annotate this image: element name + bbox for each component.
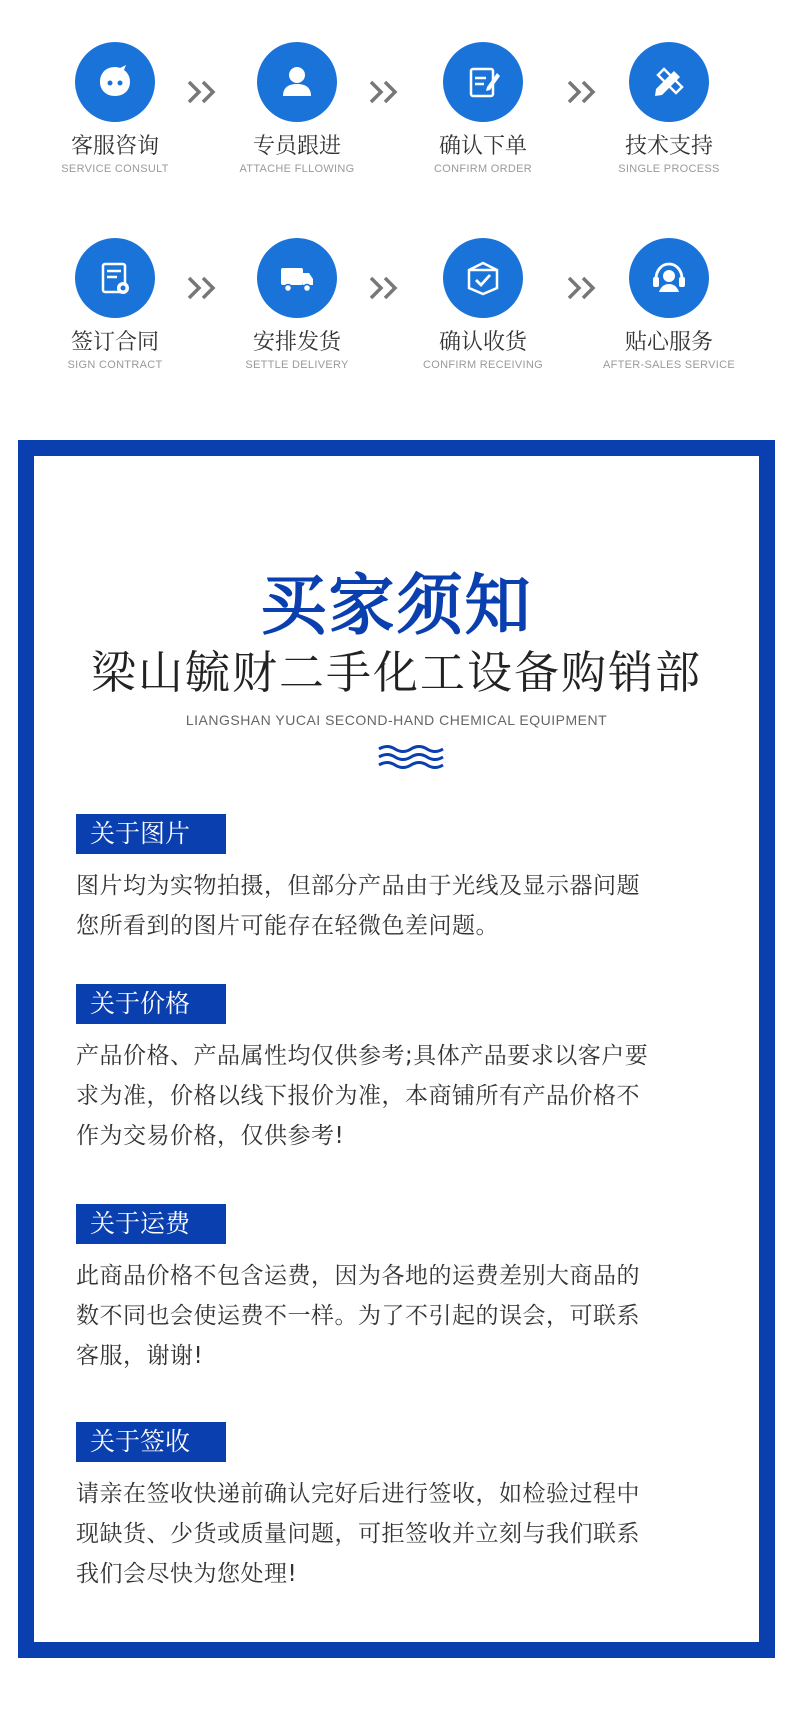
section-label: 关于签收 bbox=[76, 1422, 226, 1462]
company-name: 梁山毓财二手化工设备购销部 bbox=[90, 646, 702, 699]
step-confirm-order bbox=[383, 42, 583, 176]
step-subtitle: AFTER-SALES SERVICE bbox=[602, 359, 736, 371]
process-steps bbox=[0, 0, 790, 410]
body-line: 作为交易价格，仅供参考! bbox=[76, 1123, 345, 1149]
buyer-notice-panel bbox=[18, 440, 775, 1658]
step-title: 专员跟进 bbox=[252, 134, 341, 159]
body-line: 现缺货、少货或质量问题，可拒签收并立刻与我们联系 bbox=[76, 1521, 640, 1547]
notice-title: 买家须知 bbox=[260, 567, 533, 644]
section-body bbox=[76, 866, 736, 946]
section-body bbox=[76, 1256, 736, 1376]
step-subtitle: CONFIRM RECEIVING bbox=[423, 359, 543, 371]
section-label: 关于价格 bbox=[76, 984, 226, 1024]
section-body bbox=[76, 1036, 736, 1156]
body-line: 客服，谢谢! bbox=[76, 1343, 204, 1369]
step-confirm-receiving bbox=[383, 238, 583, 372]
wave-divider-icon bbox=[377, 742, 447, 772]
truck-icon bbox=[257, 238, 337, 318]
section-about-price bbox=[76, 984, 736, 1156]
section-about-signing bbox=[76, 1422, 736, 1594]
body-line: 产品价格、产品属性均仅供参考;具体产品要求以客户要 bbox=[76, 1043, 649, 1069]
step-title: 贴心服务 bbox=[624, 330, 713, 355]
box-check-icon bbox=[443, 238, 523, 318]
step-title: 客服咨询 bbox=[70, 134, 159, 159]
body-line: 请亲在签收快递前确认完好后进行签收，如检验过程中 bbox=[76, 1481, 640, 1507]
section-about-shipping bbox=[76, 1204, 736, 1376]
edit-document-icon bbox=[443, 42, 523, 122]
body-line: 求为准，价格以线下报价为准，本商铺所有产品价格不 bbox=[76, 1083, 640, 1109]
section-label: 关于图片 bbox=[76, 814, 226, 854]
section-body bbox=[76, 1474, 736, 1594]
step-title: 确认下单 bbox=[438, 134, 527, 159]
step-single-process bbox=[569, 42, 769, 176]
design-tools-icon bbox=[629, 42, 709, 122]
step-title: 安排发货 bbox=[252, 330, 341, 355]
body-line: 我们会尽快为您处理! bbox=[76, 1561, 298, 1587]
step-title: 确认收货 bbox=[438, 330, 527, 355]
step-title: 技术支持 bbox=[624, 134, 713, 159]
headset-icon bbox=[629, 238, 709, 318]
step-after-sales-service bbox=[569, 238, 769, 372]
body-line: 数不同也会使运费不一样。为了不引起的误会，可联系 bbox=[76, 1303, 640, 1329]
section-label: 关于运费 bbox=[76, 1204, 226, 1244]
step-subtitle: SETTLE DELIVERY bbox=[245, 359, 349, 371]
body-line: 此商品价格不包含运费，因为各地的运费差别大商品的 bbox=[76, 1263, 640, 1289]
step-subtitle: SERVICE CONSULT bbox=[61, 163, 169, 175]
company-name-english: LIANGSHAN YUCAI SECOND-HAND CHEMICAL EQUIPMENT bbox=[185, 712, 608, 728]
step-subtitle: ATTACHE FLLOWING bbox=[239, 163, 355, 175]
contract-icon bbox=[75, 238, 155, 318]
step-subtitle: SINGLE PROCESS bbox=[618, 163, 720, 175]
step-subtitle: SIGN CONTRACT bbox=[67, 359, 163, 371]
body-line: 您所看到的图片可能存在轻微色差问题。 bbox=[76, 913, 499, 939]
chat-face-icon bbox=[75, 42, 155, 122]
section-about-images bbox=[76, 814, 736, 946]
person-icon bbox=[257, 42, 337, 122]
step-title: 签订合同 bbox=[70, 330, 159, 355]
step-subtitle: CONFIRM ORDER bbox=[433, 163, 532, 175]
body-line: 图片均为实物拍摄，但部分产品由于光线及显示器问题 bbox=[76, 873, 640, 899]
